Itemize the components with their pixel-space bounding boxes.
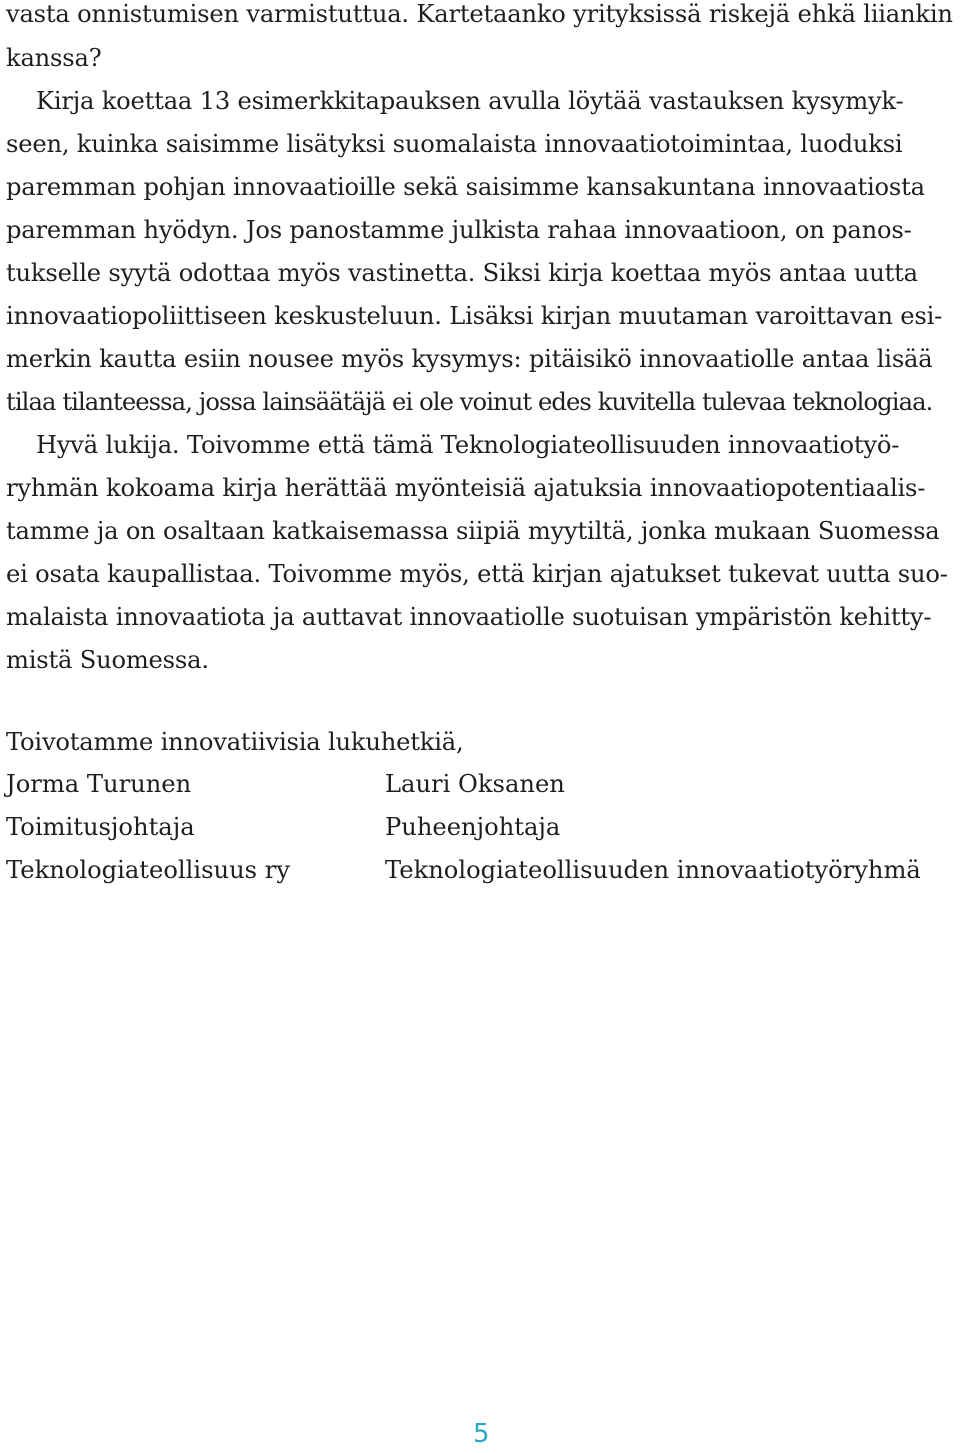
body-line: Kirja koettaa 13 esimerkkitapauksen avulla löytää vastauksen kysymyk- — [6, 87, 904, 115]
body-line: tilaa tilanteessa, jossa lainsäätäjä ei ole voinut edes kuvitella tulevaa teknologiaa. — [6, 388, 933, 416]
signatory-title: Toimitusjohtaja — [6, 813, 195, 841]
signatory-title: Puheenjohtaja — [385, 813, 561, 841]
body-line: merkin kautta esiin nousee myös kysymys: pitäisikö innovaatiolle antaa lisää — [6, 345, 933, 373]
signatory-organization: Teknologiateollisuus ry — [6, 856, 291, 884]
signatory-block — [385, 763, 921, 892]
body-line: innovaatiopoliittiseen keskusteluun. Lisäksi kirjan muutaman varoittavan esi- — [6, 302, 943, 330]
body-line: ryhmän kokoama kirja herättää myönteisiä ajatuksia innovaatiopotentiaalis- — [6, 474, 926, 502]
signatory-name: Lauri Oksanen — [385, 770, 565, 798]
body-line: ei osata kaupallistaa. Toivomme myös, että kirjan ajatukset tukevat uutta suo- — [6, 560, 948, 588]
body-line: malaista innovaatiota ja auttavat innovaatiolle suotuisan ympäristön kehitty- — [6, 603, 932, 631]
signatory-name: Jorma Turunen — [6, 770, 192, 798]
body-line: vasta onnistumisen varmistuttua. Kartetaanko yrityksissä riskejä ehkä liiankin — [6, 0, 953, 28]
closing-greeting: Toivotamme innovatiivisia lukuhetkiä, — [6, 728, 464, 756]
body-line: kanssa? — [6, 44, 102, 72]
body-line: paremman hyödyn. Jos panostamme julkista rahaa innovaatioon, on panos- — [6, 216, 912, 244]
body-line: Hyvä lukija. Toivomme että tämä Teknologiateollisuuden innovaatiotyö- — [6, 431, 900, 459]
body-line: mistä Suomessa. — [6, 646, 209, 674]
body-line: tukselle syytä odottaa myös vastinetta. Siksi kirja koettaa myös antaa uutta — [6, 259, 918, 287]
signatory-organization: Teknologiateollisuuden innovaatiotyöryhmä — [385, 856, 921, 884]
page-number: 5 — [473, 1419, 490, 1449]
body-line: seen, kuinka saisimme lisätyksi suomalaista innovaatiotoimintaa, luoduksi — [6, 130, 903, 158]
signatory-block — [6, 763, 290, 892]
body-line: tamme ja on osaltaan katkaisemassa siipiä myytiltä, jonka mukaan Suomessa — [6, 517, 940, 545]
body-line: paremman pohjan innovaatioille sekä saisimme kansakuntana innovaatiosta — [6, 173, 925, 201]
